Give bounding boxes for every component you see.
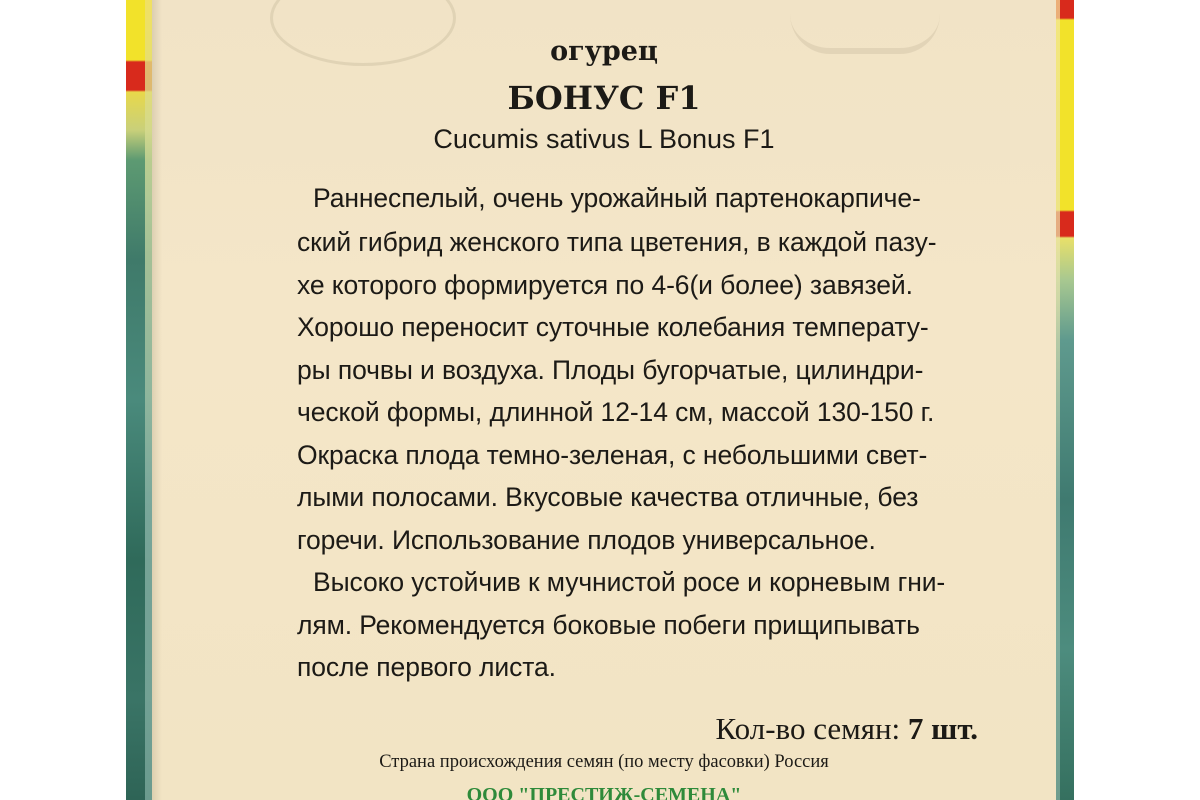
company-name: ООО "ПРЕСТИЖ-СЕМЕНА" — [466, 784, 742, 800]
seed-count — [716, 711, 979, 747]
description-line: ский гибрид женского типа цветения, в каждой пазу- — [297, 227, 937, 257]
crop-name: огурец — [550, 36, 658, 67]
seed-count-label: Кол-во семян: — [715, 711, 901, 746]
description-line: лям. Рекомендуется боковые побеги прищипывать — [297, 610, 920, 640]
description-line: Окраска плода темно-зеленая, с небольшими свет- — [297, 440, 928, 470]
description-line: ры почвы и воздуха. Плоды бугорчатые, цилиндри- — [297, 355, 924, 385]
description-line: после первого листа. — [297, 652, 556, 682]
description-line: Раннеспелый, очень урожайный партенокарпиче- — [313, 183, 921, 213]
seed-count-value: 7 шт. — [907, 711, 978, 746]
description-line: ческой формы, длинной 12-14 см, массой 130-150 г. — [297, 397, 935, 427]
description-line: Высоко устойчив к мучнистой росе и корневым гни- — [313, 567, 946, 597]
description-line: лыми полосами. Вкусовые качества отличные, без — [297, 482, 919, 512]
variety-name: БОНУС F1 — [507, 79, 701, 117]
label-panel-shadow — [152, 0, 162, 800]
description-line: горечи. Использование плодов универсальное. — [297, 525, 876, 555]
latin-name: Cucumis sativus L Bonus F1 — [433, 124, 775, 154]
description-line: хе которого формируется по 4-6(и более) завязей. — [297, 270, 913, 300]
description-line: Хорошо переносит суточные колебания температу- — [297, 312, 929, 342]
origin-country: Страна происхождения семян (по месту фасовки) Россия — [379, 752, 829, 772]
